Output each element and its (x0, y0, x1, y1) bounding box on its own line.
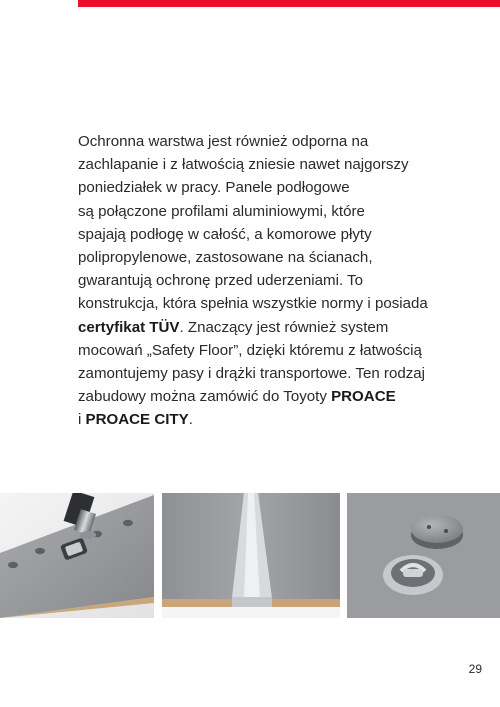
text-line (78, 292, 478, 315)
text-segment: mocowań „Safety Floor”, dzięki któremu z łatwością (78, 341, 422, 359)
text-segment: polipropylenowe, zastosowane na ścianach, (78, 249, 373, 267)
text-segment: zamontujemy pasy i drążki transportowe. Ten rodzaj (78, 365, 426, 383)
bold-text: certyfikat TÜV (78, 318, 180, 336)
text-segment: Ochronna warstwa jest również odporna na (78, 133, 369, 150)
photo-aluminium-profile-joint (162, 493, 340, 618)
text-line (78, 176, 478, 199)
text-line (78, 153, 478, 176)
bold-text: PROACE CITY (85, 411, 189, 429)
page-number: 29 (468, 662, 482, 676)
text-segment: . (188, 411, 193, 429)
text-line (78, 223, 478, 246)
text-segment: gwarantują ochronę przed uderzeniami. To (78, 272, 363, 290)
text-line (78, 130, 478, 153)
body-paragraph (78, 130, 478, 432)
text-line (78, 200, 478, 223)
text-segment: zabudowy można zamówić do Toyoty (78, 388, 332, 406)
text-segment: są połączone profilami aluminiowymi, które (78, 202, 365, 220)
bold-text: PROACE (331, 388, 396, 406)
text-line (78, 269, 478, 292)
text-line (78, 408, 478, 431)
photo-safety-floor-fitting (347, 493, 500, 618)
text-segment: zachlapanie i z łatwością zniesie nawet najgorszy (78, 156, 409, 174)
accent-bar (78, 0, 500, 7)
text-line (78, 339, 478, 362)
text-line (78, 246, 478, 269)
text-segment: konstrukcja, która spełnia wszystkie normy i posiada (78, 295, 428, 313)
text-segment: i (78, 411, 86, 429)
text-segment: spajają podłogę w całość, a komorowe płyty (78, 225, 372, 243)
text-line (78, 362, 478, 385)
text-segment: poniedziałek w pracy. Panele podłogowe (78, 179, 350, 197)
photo-floor-anchor-screw (0, 493, 154, 618)
text-segment: . Znaczący jest również system (179, 318, 389, 336)
text-line (78, 385, 478, 408)
text-line (78, 316, 478, 339)
